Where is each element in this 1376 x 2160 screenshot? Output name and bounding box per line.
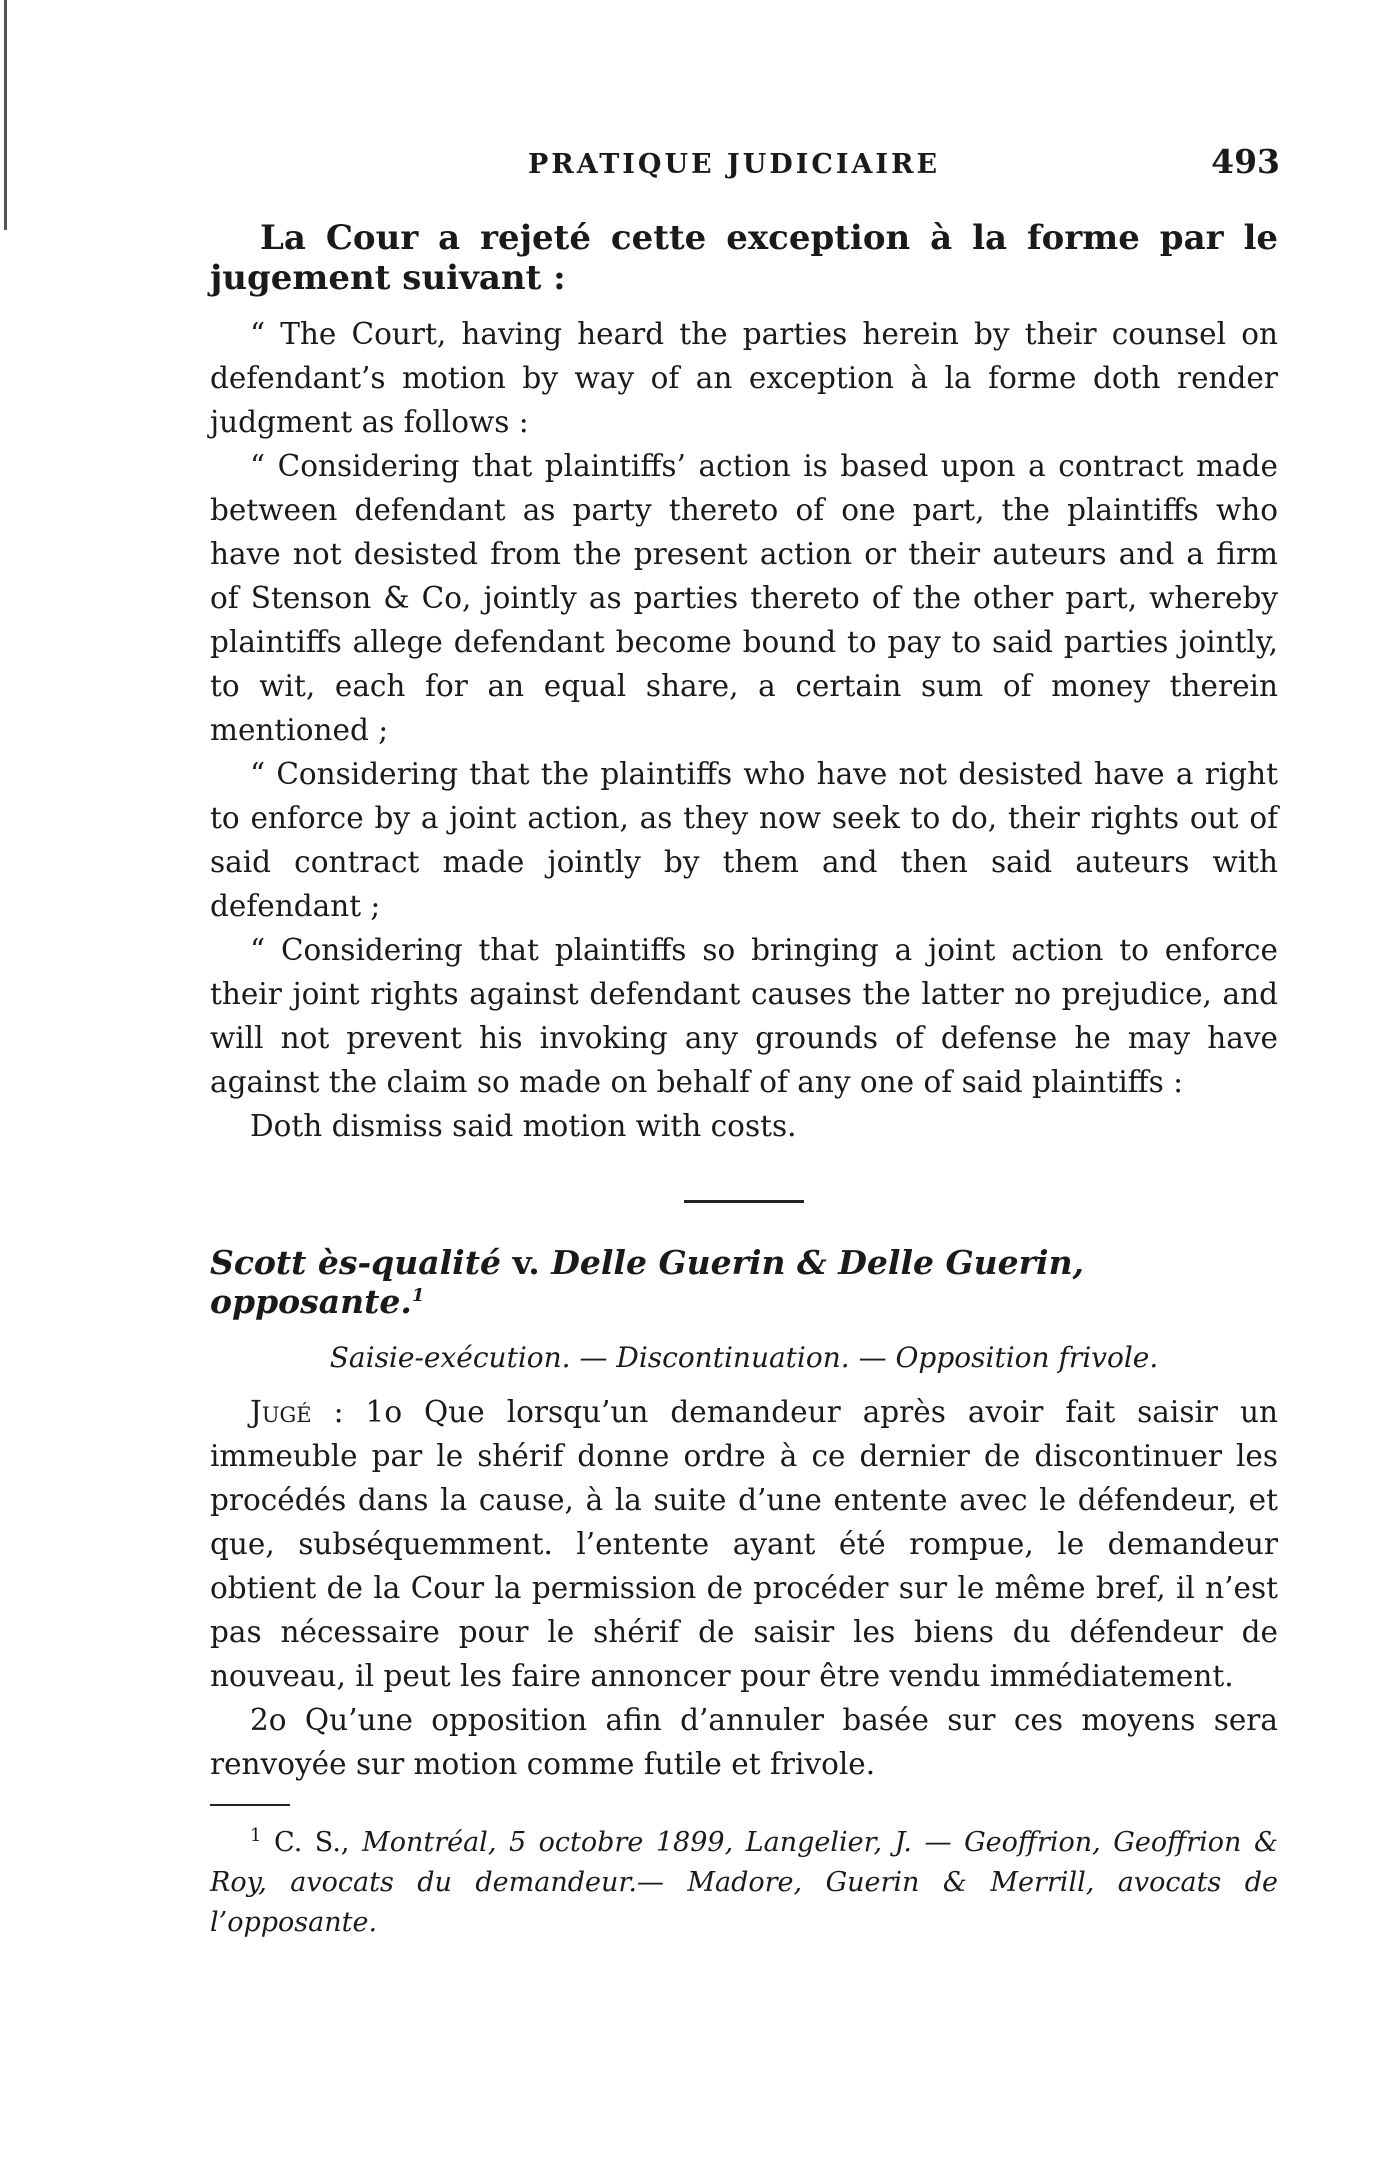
case-versus: v. xyxy=(500,1243,552,1282)
page-number: 493 xyxy=(1211,142,1280,181)
holding-paragraph: 2o Qu’une opposition afin d’annuler basée sur ces moyens sera renvoyée sur motion comme futile et frivole. xyxy=(210,1703,1278,1781)
holding-paragraph xyxy=(210,1390,1278,1698)
lead-sentence: La Cour a rejeté cette exception à la forme par le jugement suivant : xyxy=(210,218,1278,298)
footnote-court: C. S., xyxy=(261,1827,363,1858)
footnote-divider xyxy=(210,1804,290,1806)
judgment-paragraph: “ Considering that the plaintiffs who have not desisted have a right to enforce by a joint action, as they now seek to do, their rights out of said contract made jointly by them and then said auteurs with defendant ; xyxy=(210,757,1278,923)
judgment-paragraph: “ The Court, having heard the parties herein by their counsel on defendant’s motion by way of an exception à la forme doth render judgment as follows : xyxy=(210,317,1278,439)
footnote-reference: 1 xyxy=(411,1285,425,1306)
case-defendant: Delle Guerin & Delle Guerin, opposante. xyxy=(210,1243,1085,1321)
page-body xyxy=(210,218,1278,1943)
section-divider xyxy=(684,1200,804,1203)
page-header xyxy=(210,142,1280,181)
footnote xyxy=(210,1816,1278,1943)
judgment-paragraph: “ Considering that plaintiffs’ action is based upon a contract made between defendant as party thereto of one part, the plaintiffs who have not desisted from the present action or their auteurs and a firm of Stenson & Co, jointly as parties thereto of the other part, whereby plaintiffs allege defendant become bound to pay to said parties jointly, to wit, each for an equal share, a certain sum of money therein mentioned ; xyxy=(210,449,1278,747)
margin-line xyxy=(4,0,7,230)
footnote-mark: 1 xyxy=(250,1825,262,1846)
case-plaintiff: Scott ès-qualité xyxy=(210,1243,501,1282)
case-title xyxy=(210,1243,1278,1321)
judgment-conclusion: Doth dismiss said motion with costs. xyxy=(250,1109,797,1143)
holding-text: 1o Que lorsqu’un demandeur après avoir fait saisir un immeuble par le shérif donne ordre à ce dernier de discontinuer les procédés dans la cause, à la suite d’une entente avec le défendeur, et que, subséquemment. l’entente ayant été rompue, le demandeur obtient de la Cour la permission de procéder sur le même bref, il n’est pas nécessaire pour le shérif de saisir les biens du défendeur de nouveau, il peut les faire annoncer pour être vendu immédiatement. xyxy=(210,1395,1278,1693)
judgment-paragraph: “ Considering that plaintiffs so bringing a joint action to enforce their joint rights against defendant causes the latter no prejudice, and will not prevent his invoking any grounds of defense he may have against the claim so made on behalf of any one of said plaintiffs : xyxy=(210,933,1278,1099)
holding-label: Jugé : xyxy=(250,1395,344,1429)
running-title: PRATIQUE JUDICIAIRE xyxy=(528,149,941,180)
footnote-details: Montréal, 5 octobre 1899, Langelier, J. — Geoffrion, Geoffrion & Roy, avocats du demandeur.— Madore, Guerin & Merrill, avocats de l’opposante. xyxy=(210,1827,1278,1938)
case-subject: Saisie-exécution. — Discontinuation. — Opposition frivole. xyxy=(329,1341,1159,1374)
